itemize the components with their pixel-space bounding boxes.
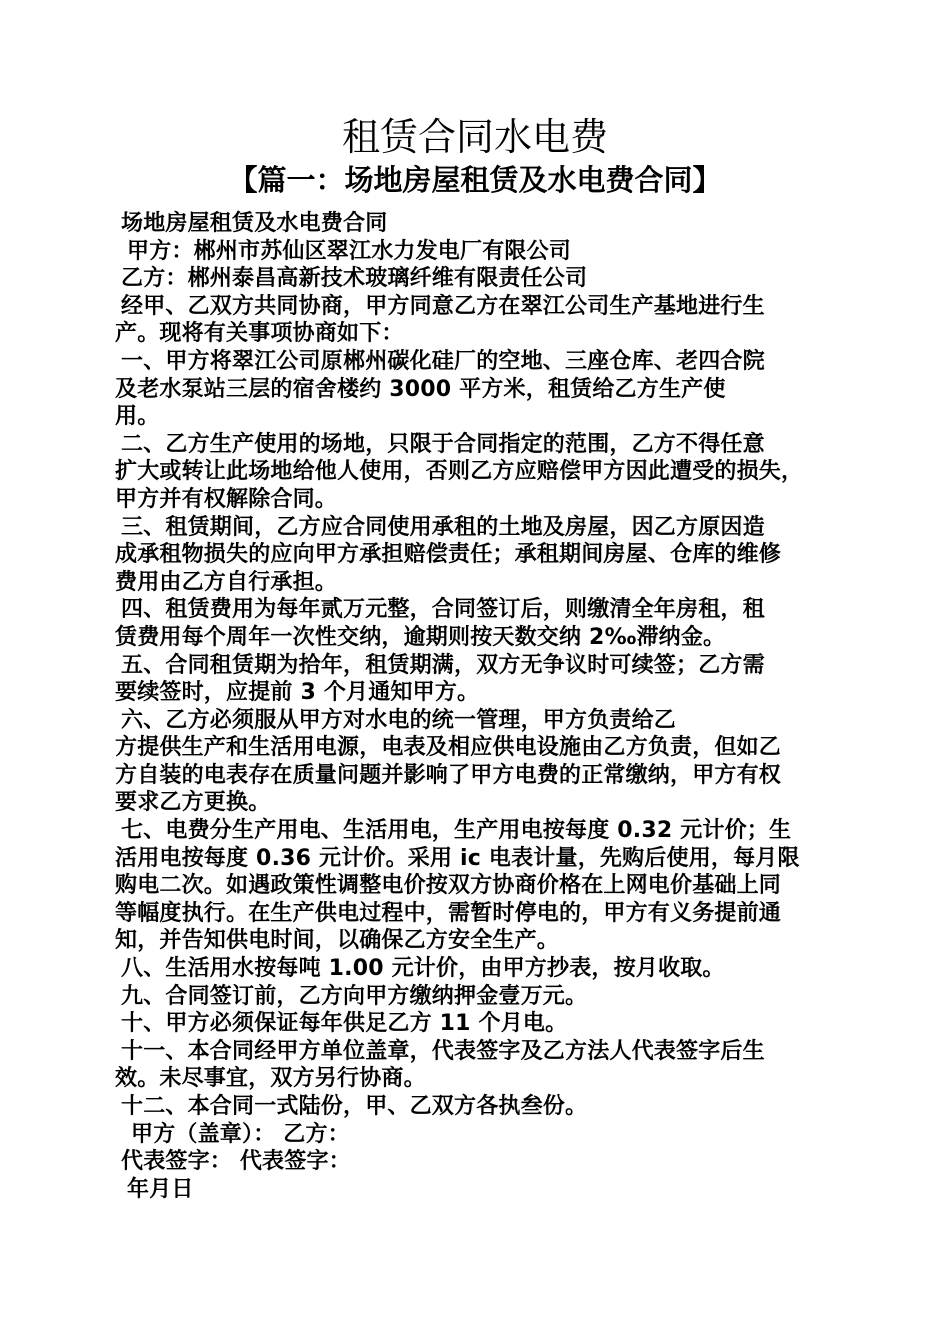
clause-11-line: 十一、本合同经甲方单位盖章，代表签字及乙方法人代表签字后生 [121, 1038, 765, 1064]
clause-12-line: 十二、本合同一式陆份，甲、乙双方各执叁份。 [121, 1094, 588, 1119]
clause-6-line: 方自装的电表存在质量问题并影响了甲方电费的正常缴纳，甲方有权 [115, 762, 782, 788]
clause-1-line: 用。 [115, 404, 160, 430]
clause-1-line: 及老水泵站三层的宿舍楼约 3000 平方米，租赁给乙方生产使 [115, 376, 726, 402]
clause-6-line: 要求乙方更换。 [115, 790, 271, 816]
signature-rep-line: 代表签字： 代表签字： [121, 1149, 351, 1175]
contract-heading: 场地房屋租赁及水电费合同 [121, 211, 388, 236]
clause-4-line: 赁费用每个周年一次性交纳，逾期则按天数交纳 2‰滞纳金。 [115, 624, 726, 650]
signature-party-line: 甲方（盖章）： 乙方： [131, 1121, 350, 1147]
clause-9-line: 九、合同签订前，乙方向甲方缴纳押金壹万元。 [121, 983, 588, 1009]
party-a-line: 甲方：郴州市苏仙区翠江水力发电厂有限公司 [127, 238, 572, 264]
clause-7-line: 知，并告知供电时间，以确保乙方安全生产。 [115, 928, 560, 954]
preamble-line: 产。现将有关事项协商如下： [115, 321, 404, 347]
clause-5-line: 五、合同租赁期为拾年，租赁期满，双方无争议时可续签；乙方需 [121, 652, 765, 678]
clause-7-line: 购电二次。如遇政策性调整电价按双方协商价格在上网电价基础上同 [115, 873, 782, 899]
clause-11-line: 效。未尽事宜，双方另行协商。 [115, 1066, 426, 1092]
preamble-line: 经甲、乙双方共同协商，甲方同意乙方在翠江公司生产基地进行生 [121, 293, 765, 319]
clause-7-line: 等幅度执行。在生产供电过程中，需暂时停电的，甲方有义务提前通 [115, 900, 782, 926]
clause-3-line: 费用由乙方自行承担。 [115, 569, 338, 595]
contract-body [115, 210, 850, 1203]
clause-1-line: 一、甲方将翠江公司原郴州碳化硅厂的空地、三座仓库、老四合院 [121, 348, 765, 374]
clause-2-line: 二、乙方生产使用的场地，只限于合同指定的范围，乙方不得任意 [121, 431, 765, 457]
clause-6-line: 方提供生产和生活用电源，电表及相应供电设施由乙方负责，但如乙 [115, 735, 782, 761]
signature-date-line: 年月日 [127, 1176, 194, 1202]
clause-8-line: 八、生活用水按每吨 1.00 元计价，由甲方抄表，按月收取。 [121, 956, 725, 982]
clause-3-line: 成承租物损失的应向甲方承担赔偿责任；承租期间房屋、仓库的维修 [115, 542, 782, 568]
clause-2-line: 甲方并有权解除合同。 [115, 486, 338, 512]
clause-10-line: 十、甲方必须保证每年供足乙方 11 个月电。 [121, 1011, 568, 1037]
clause-7-line: 七、电费分生产用电、生活用电，生产用电按每度 0.32 元计价；生 [121, 818, 792, 844]
clause-2-line: 扩大或转让此场地给他人使用，否则乙方应赔偿甲方因此遭受的损失， [115, 459, 804, 485]
clause-4-line: 四、租赁费用为每年贰万元整，合同签订后，则缴清全年房租，租 [121, 597, 765, 623]
clause-3-line: 三、租赁期间，乙方应合同使用承租的土地及房屋，因乙方原因造 [121, 514, 765, 540]
clause-7-line: 活用电按每度 0.36 元计价。采用 ic 电表计量，先购后使用，每月限 [115, 845, 800, 871]
clause-5-line: 要续签时，应提前 3 个月通知甲方。 [115, 680, 480, 706]
clause-6-line: 六、乙方必须服从甲方对水电的统一管理，甲方负责给乙 [121, 707, 677, 733]
document-subtitle: 【篇一：场地房屋租赁及水电费合同】 [228, 163, 722, 197]
party-b-line: 乙方：郴州泰昌高新技术玻璃纤维有限责任公司 [121, 266, 588, 292]
document-title: 租赁合同水电费 [341, 115, 608, 159]
